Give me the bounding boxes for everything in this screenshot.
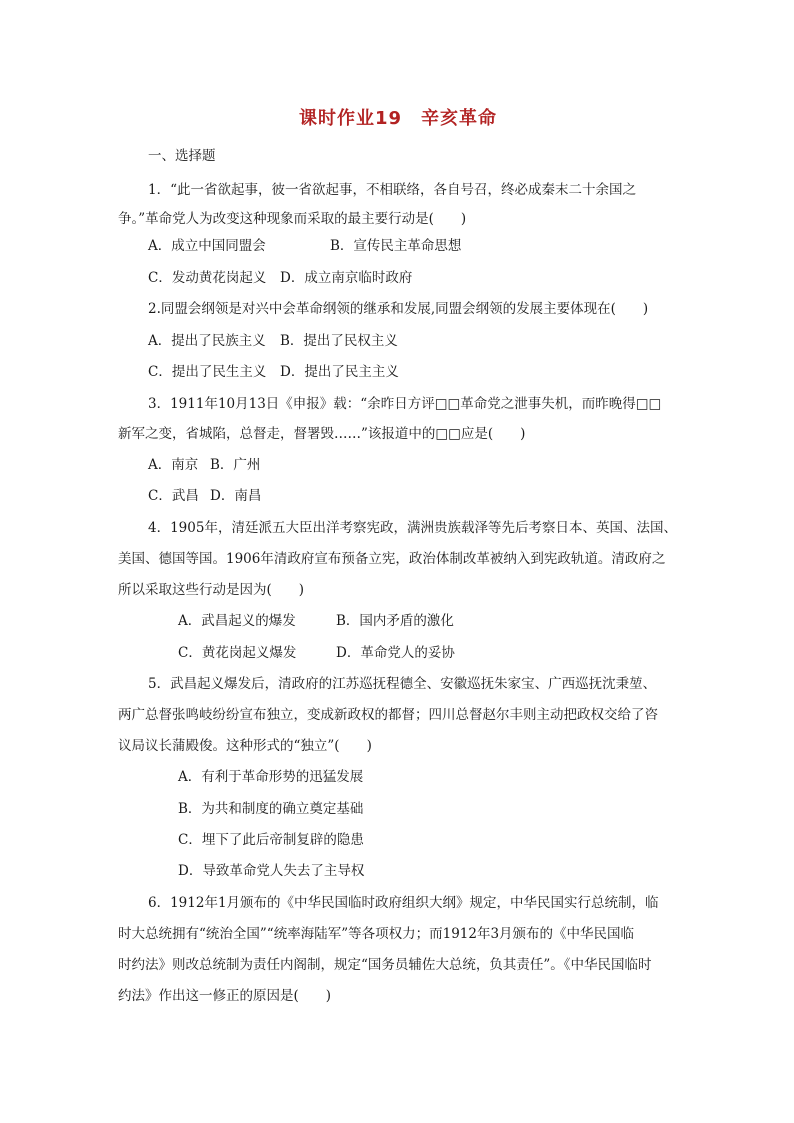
question-6-line-3: 时约法》则改总统制为责任内阁制，规定“国务员辅佐大总统，负其责任”。《中华民国临时	[118, 957, 652, 973]
question-3-options-row-2	[148, 486, 261, 506]
question-5-line-1: 5．武昌起义爆发后，清政府的江苏巡抚程德全、安徽巡抚朱家宝、广西巡抚沈秉堃、	[148, 676, 657, 692]
question-4-line-2: 美国、德国等国。1906年清政府宣布预备立宪，政治体制改革被纳入到宪政轨道。清政府之	[118, 551, 666, 567]
question-2-line-1: 2.同盟会纲领是对兴中会革命纲领的继承和发展,同盟会纲领的发展主要体现在( )	[148, 301, 649, 317]
question-1-line-1: 1．“此一省欲起事，彼一省欲起事，不相联络，各自号召，终必成秦末二十余国之	[148, 182, 636, 198]
question-6-line-4: 约法》作出这一修正的原因是( )	[118, 988, 332, 1004]
question-3-options-row-1	[148, 455, 260, 475]
question-1-option-d: D．成立南京临时政府	[280, 270, 413, 286]
question-1-options-row-2	[148, 268, 412, 288]
question-3-option-a: A．南京	[148, 457, 199, 473]
question-3-option-d: D．南昌	[210, 488, 262, 504]
question-1-line-2: 争。”革命党人为改变这种现象而采取的最主要行动是( )	[118, 211, 467, 227]
question-6-line-1: 6．1912年1月颁布的《中华民国临时政府组织大纲》规定，中华民国实行总统制，临	[148, 895, 659, 911]
question-2-option-c: C．提出了民生主义	[148, 364, 267, 380]
question-1-options-row-1	[148, 236, 461, 256]
question-4-option-c: C．黄花岗起义爆发	[178, 645, 297, 661]
question-5-line-2: 两广总督张鸣岐纷纷宣布独立，变成新政权的都督；四川总督赵尔丰则主动把政权交给了咨	[118, 707, 658, 723]
question-5-option-b: B．为共和制度的确立奠定基础	[178, 801, 364, 817]
question-5-option-a: A．有利于革命形势的迅猛发展	[178, 769, 364, 785]
question-5-line-3: 议局议长蒲殿俊。这种形式的“独立”( )	[118, 738, 372, 754]
question-1-option-b: B．宣传民主革命思想	[330, 238, 462, 254]
question-4-line-3: 所以采取这些行动是因为( )	[118, 582, 305, 598]
question-1-option-c: C．发动黄花岗起义	[148, 270, 267, 286]
question-6-line-2: 时大总统拥有“统治全国”“统率海陆军”等各项权力；而1912年3月颁布的《中华民国临	[118, 926, 635, 942]
section-heading: 一、选择题	[148, 148, 216, 164]
question-4-option-b: B．国内矛盾的激化	[336, 613, 454, 629]
question-4-line-1: 4．1905年，清廷派五大臣出洋考察宪政，满洲贵族载泽等先后考察日本、英国、法国、	[148, 520, 677, 536]
question-3-line-1: 3．1911年10月13日《申报》载：“余昨日方评□□革命党之泄事失机，而昨晚得□□	[148, 396, 662, 412]
question-1-option-a: A．成立中国同盟会	[148, 238, 266, 254]
question-4-option-d: D．革命党人的妥协	[336, 645, 455, 661]
question-2-option-d: D．提出了民主主义	[280, 364, 399, 380]
question-4-options-row-1	[178, 611, 454, 631]
question-3-option-c: C．武昌	[148, 488, 199, 504]
question-2-option-b: B．提出了民权主义	[280, 333, 398, 349]
question-3-option-b: B．广州	[210, 457, 261, 473]
question-5-option-d: D．导致革命党人失去了主导权	[178, 863, 365, 879]
question-2-options-row-1	[148, 331, 398, 351]
question-5-option-c: C．埋下了此后帝制复辟的隐患	[178, 832, 364, 848]
question-2-options-row-2	[148, 362, 399, 382]
page-title: 课时作业19 辛亥革命	[298, 108, 498, 129]
question-3-line-2: 新军之变，省城陷，总督走，督署毁……”该报道中的□□应是( )	[118, 426, 526, 442]
question-2-option-a: A．提出了民族主义	[148, 333, 266, 349]
question-4-option-a: A．武昌起义的爆发	[178, 613, 296, 629]
question-4-options-row-2	[178, 643, 455, 663]
